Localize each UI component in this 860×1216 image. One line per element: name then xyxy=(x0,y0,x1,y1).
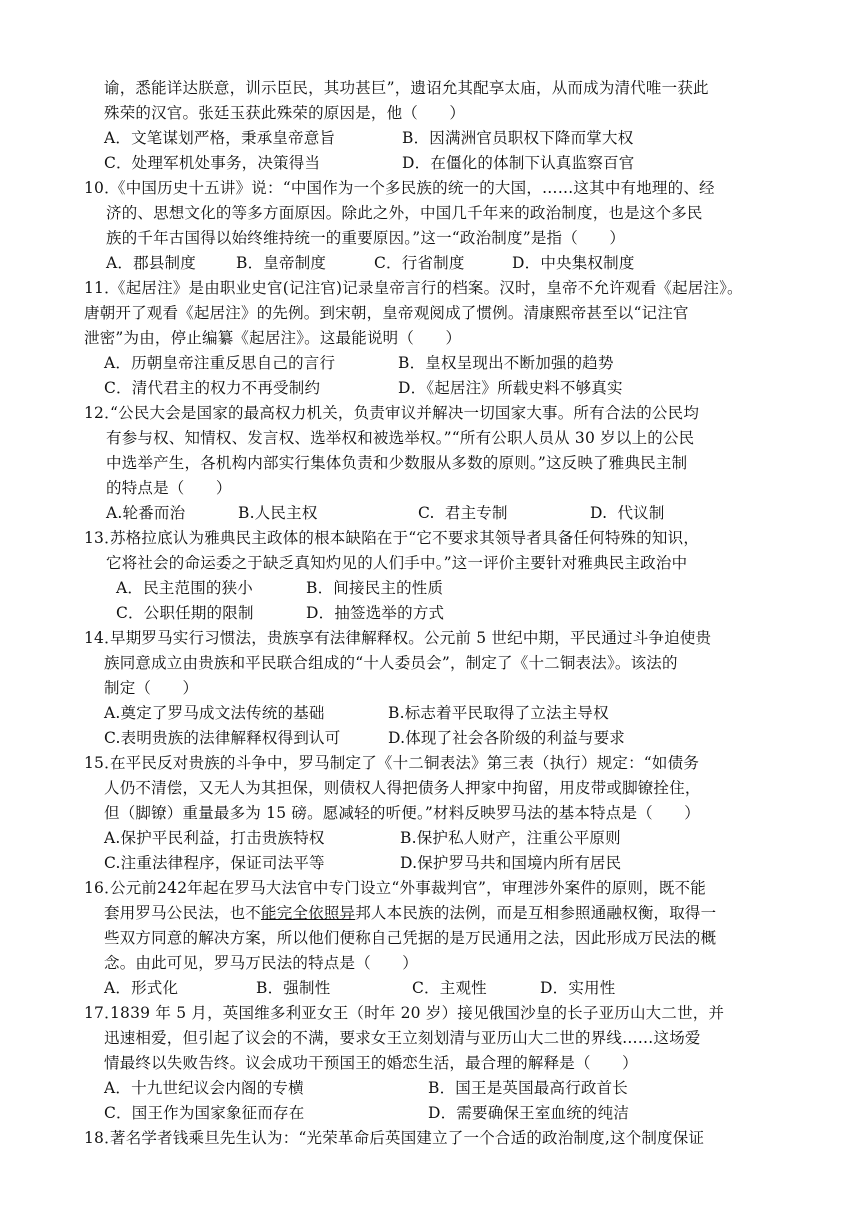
option-d: D．抽签选举的方式 xyxy=(306,604,445,622)
option-d: D．需要确保王室血统的纯洁 xyxy=(428,1104,630,1122)
question-stem-line: 族的千年古国得以始终维持统一的重要原因。”这一“政治制度”是指（ ） xyxy=(106,229,626,247)
option-c: C. 君主专制 xyxy=(418,504,508,522)
question-stem-line: 些双方同意的解决方案，所以他们便称自己凭据的是万民通用之法，因此形成万民法的概 xyxy=(104,929,717,947)
option-c: C．行省制度 xyxy=(374,254,465,272)
option-b: B．强制性 xyxy=(256,979,331,997)
option-a: A.轮番而治 xyxy=(106,504,186,522)
question-stem-line: 有参与权、知情权、发言权、选举权和被选举权。”“所有公职人员从 30 岁以上的公民 xyxy=(106,429,695,447)
option-b: B．皇权呈现出不断加强的趋势 xyxy=(398,354,614,372)
option-d: D．《起居注》所载史料不够真实 xyxy=(398,379,623,397)
option-c: C.表明贵族的法律解释权得到认可 xyxy=(104,729,341,747)
option-d: D．在僵化的体制下认真监察百官 xyxy=(402,154,635,172)
stem-text: 套用罗马公民法，也不 xyxy=(104,904,262,922)
option-c: C．清代君主的权力不再受制约 xyxy=(104,379,321,397)
option-a: A．民主范围的狭小 xyxy=(116,579,253,597)
question-number: 15． xyxy=(84,754,120,772)
option-b: B．因满洲官员职权下降而掌大权 xyxy=(402,129,634,147)
question-stem-line: 苏格拉底认为雅典民主政体的根本缺陷在于“它不要求其领导者具备任何特殊的知识， xyxy=(110,529,700,547)
question-number: 10． xyxy=(84,179,120,197)
question-number: 11． xyxy=(84,279,120,297)
question-stem-line: 著名学者钱乘旦先生认为：“光荣革命后英国建立了一个合适的政治制度,这个制度保证 xyxy=(110,1129,705,1147)
question-stem-line: 1839 年 5 月，英国维多利亚女王（时年 20 岁）接见俄国沙皇的长子亚历山大二世，并 xyxy=(110,1004,725,1022)
question-stem-line: “公民大会是国家的最高权力机关，负责审议并解决一切国家大事。所有合法的公民均 xyxy=(110,404,700,422)
option-c: C．处理军机处事务，决策得当 xyxy=(104,154,321,172)
question-stem-line: 族同意成立由贵族和平民联合组成的“十人委员会”，制定了《十二铜表法》。该法的 xyxy=(104,654,678,672)
option-a: A．郡县制度 xyxy=(106,254,196,272)
question-stem-line: 泄密”为由，停止编纂《起居注》。这最能说明（ ） xyxy=(84,329,462,347)
option-b: B.标志着平民取得了立法主导权 xyxy=(388,704,609,722)
option-c: C．主观性 xyxy=(412,979,487,997)
option-d: D．中央集权制度 xyxy=(512,254,635,272)
question-stem-line: 中选举产生，各机构内部实行集体负责和少数服从多数的原则。”这反映了雅典民主制 xyxy=(106,454,688,472)
option-d: D.保护罗马共和国境内所有居民 xyxy=(400,854,622,872)
question-stem-line: 谕，悉能详达朕意，训示臣民，其功甚巨”，遗诏允其配享太庙，从而成为清代唯一获此 xyxy=(104,79,709,97)
question-number: 17． xyxy=(84,1004,120,1022)
option-a: A.奠定了罗马成文法传统的基础 xyxy=(104,704,325,722)
question-stem-line: 的特点是（ ） xyxy=(106,479,232,497)
question-number: 18． xyxy=(84,1129,120,1147)
question-number: 16． xyxy=(84,879,120,897)
option-b: B．皇帝制度 xyxy=(236,254,327,272)
option-b: B．国王是英国最高行政首长 xyxy=(428,1079,628,1097)
question-stem-line: 但（脚镣）重量最多为 15 磅。愿减轻的听便。”材料反映罗马法的基本特点是（ ） xyxy=(104,804,700,822)
question-stem-line: 念。由此可见，罗马万民法的特点是（ ） xyxy=(104,954,419,972)
stem-text: 邦人本民族的法例，而是互相参照通融权衡，取得一 xyxy=(355,904,717,922)
question-stem-line: 唐朝开了观看《起居注》的先例。到宋朝，皇帝观阅成了惯例。清康熙帝甚至以“记注官 xyxy=(84,304,689,322)
question-number: 13． xyxy=(84,529,120,547)
question-stem-line: 早期罗马实行习惯法，贵族享有法律解释权。公元前 5 世纪中期，平民通过斗争迫使贵 xyxy=(110,629,712,647)
question-number: 14． xyxy=(84,629,120,647)
option-c: C.注重法律程序，保证司法平等 xyxy=(104,854,325,872)
option-d: D．实用性 xyxy=(540,979,616,997)
question-stem-line: 制定（ ） xyxy=(104,679,199,697)
option-a: A．十九世纪议会内阁的专横 xyxy=(104,1079,304,1097)
option-a: A.保护平民利益，打击贵族特权 xyxy=(104,829,325,847)
question-stem-line: 《起居注》是由职业史官(记注官)记录皇帝言行的档案。汉时，皇帝不允许观看《起居注》。 xyxy=(110,279,743,297)
option-d: D.体现了社会各阶级的利益与要求 xyxy=(388,729,626,747)
option-b: B.保护私人财产，注重公平原则 xyxy=(400,829,621,847)
question-stem-line: 迅速相爱，但引起了议会的不满，要求女王立刻划清与亚历山大二世的界线……这场爱 xyxy=(104,1029,701,1047)
option-d: D. 代议制 xyxy=(590,504,665,522)
question-stem-line: 情最终以失败告终。议会成功干预国王的婚恋生活，最合理的解释是（ ） xyxy=(104,1054,638,1072)
question-number: 12． xyxy=(84,404,120,422)
question-stem-line: 济的、思想文化的等多方面原因。除此之外，中国几千年来的政治制度，也是这个多民 xyxy=(106,204,703,222)
question-stem-line: 在平民反对贵族的斗争中，罗马制定了《十二铜表法》第三表（执行）规定：“如债务 xyxy=(110,754,700,772)
question-stem-line: 人仍不清偿，又无人为其担保，则债权人得把债务人押家中拘留，用皮带或脚镣拴住， xyxy=(104,779,701,797)
option-b: B．间接民主的性质 xyxy=(306,579,444,597)
question-stem-line: 它将社会的命运委之于缺乏真知灼见的人们手中。”这一评价主要针对雅典民主政治中 xyxy=(106,554,688,572)
option-a: A．形式化 xyxy=(104,979,179,997)
option-a: A．文笔谋划严格，秉承皇帝意旨 xyxy=(104,129,336,147)
underlined-text: 能完全依照异 xyxy=(261,904,356,922)
question-stem-line: 《中国历史十五讲》说：“中国作为一个多民族的统一的大国，……这其中有地理的、经 xyxy=(110,179,715,197)
question-stem-line: 殊荣的汉官。张廷玉获此殊荣的原因是，他（ ） xyxy=(104,104,466,122)
option-b: B.人民主权 xyxy=(238,504,318,522)
option-c: C．国王作为国家象征而存在 xyxy=(104,1104,305,1122)
option-a: A．历朝皇帝注重反思自己的言行 xyxy=(104,354,336,372)
question-stem-line xyxy=(104,901,716,925)
question-stem-line: 公元前242年起在罗马大法官中专门设立“外事裁判官”，审理涉外案件的原则，既不能 xyxy=(110,879,706,897)
option-c: C．公职任期的限制 xyxy=(116,604,254,622)
